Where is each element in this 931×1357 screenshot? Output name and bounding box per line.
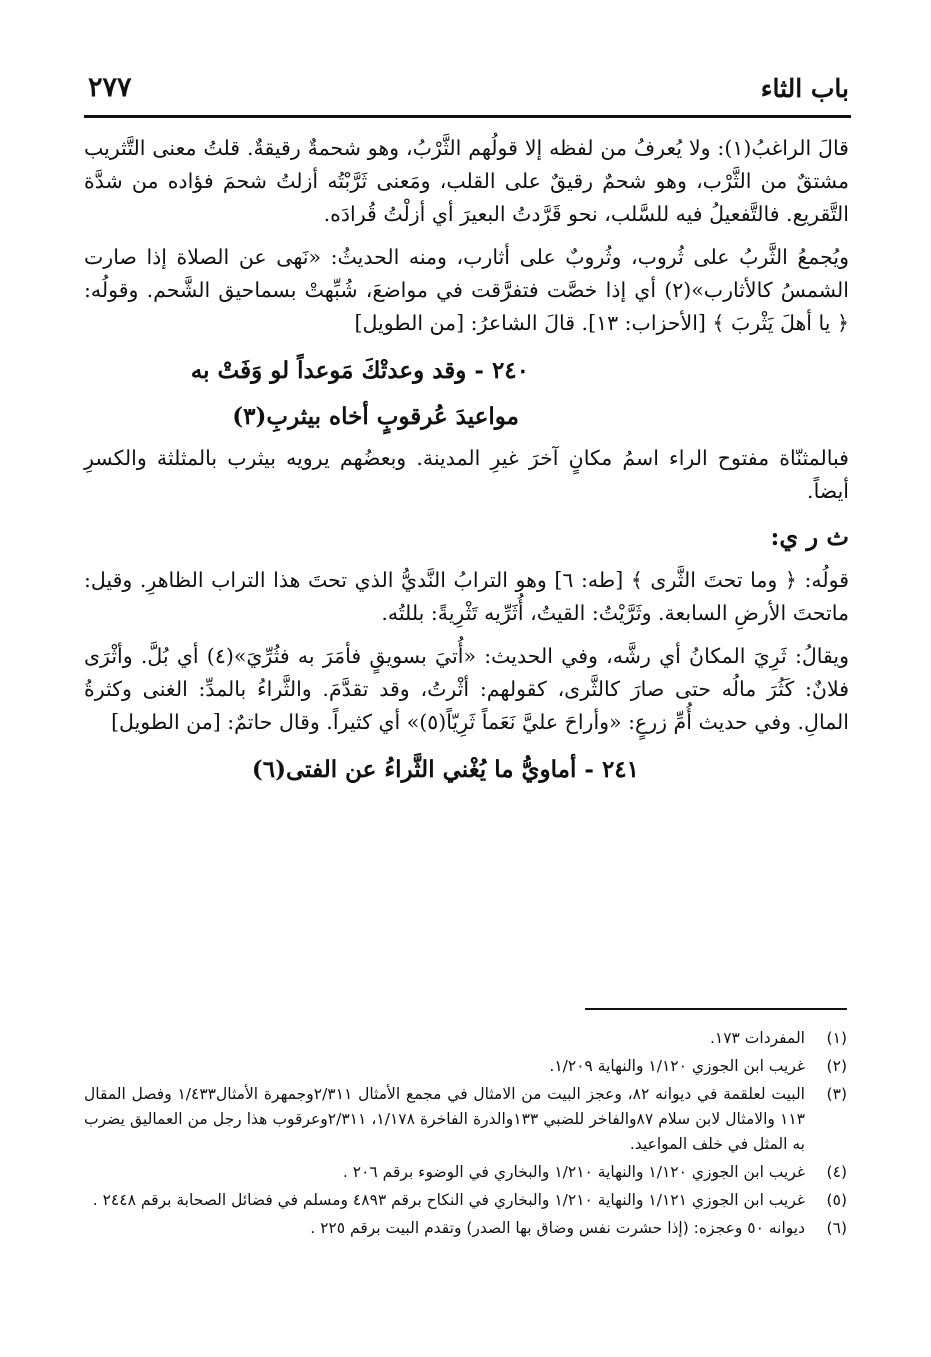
paragraph-1: قالَ الراغبُ(١): ولا يُعرفُ من لفظه إلا قولُهم الثَّرْبُ، وهو شحمةٌ رقيقةٌ. قلتُ معنى التَّثريب مشتقٌ من الثَّرْب، وهو شحمٌ رقيقٌ على القلب، ومَعنى ثَرَّبْتُه أزلتُ شحمَ فؤاده من شدَّة التَّقريع. فالتَّفعيلُ فيه للسَّلب، نحو قَرَّدتُ البعيرَ أي أزلْتُ قُرادَه. — [84, 136, 849, 226]
footnote-text: المفردات ١٧٣. — [709, 1029, 805, 1047]
footnote-text: غريب ابن الجوزي ١/١٢٠ والنهاية ١/٢٠٩. — [549, 1057, 805, 1075]
main-text — [84, 132, 849, 795]
footnote-text: غريب ابن الجوزي ١/١٢١ والنهاية ١/٢١٠ والبخاري في النكاح برقم ٤٨٩٣ ومسلم في فضائل الصحابة برقم ٢٤٤٨ . — [92, 1191, 805, 1209]
paragraph-5: ويقالُ: ثَرِيَ المكانُ أي رشَّه، وفي الحديث: «أُتيَ بسويقٍ فأمَرَ به فثُرِّيَ»(٤) أي بُلَّ. وأثْرَى فلانٌ: كَثُرَ مالُه حتى صارَ كالثَّرى، كقولهم: أثْرتُ، وقد تقدَّمَ. والثَّراءُ بالمدِّ: الغنى وكثرةُ المالِ. وفي حديث أُمِّ زرعٍ: «وأراحَ عليَّ نَعَماً ثَرِيّاً(٥)» أي كثيراً. وقال حاتمٌ: [من الطويل] — [84, 644, 849, 734]
footnote — [84, 1216, 847, 1241]
footnote-number: (٤) — [826, 1163, 847, 1181]
footnote-number: (١) — [826, 1029, 847, 1047]
footnote-text: البيت لعلقمة في ديوانه ٨٢، وعجز البيت من الامثال في مجمع الأمثال ٢/٣١١وجمهرة الأمثال١/٤٣٣ وفصل المقال ١١٣ والامثال لابن سلام ٨٧والفاخر للضبي ١٣٣والدرة الفاخرة ١/١٧٨، ٢/٣١١وعرقوب هذا رجل من العماليق يضرب به المثل في خلف المواعيد. — [84, 1085, 805, 1153]
footnote — [84, 1054, 847, 1079]
footnote-number: (٦) — [826, 1219, 847, 1237]
verse-241: ٢٤١ - أماويُّ ما يُغْني الثَّراءُ عن الفتى(٦) — [251, 756, 639, 783]
footnote — [84, 1026, 847, 1051]
entry-heading: ث ر ي: — [770, 522, 849, 551]
footnote-number: (٢) — [826, 1057, 847, 1075]
footnote-text: ديوانه ٥٠ وعجزه: (إذا حشرت نفس وضاق بها الصدر) وتقدم البيت برقم ٢٢٥ . — [310, 1219, 805, 1237]
footnote — [84, 1188, 847, 1213]
footnote-text: غريب ابن الجوزي ١/١٢٠ والنهاية ١/٢١٠ والبخاري في الوضوء برقم ٢٠٦ . — [342, 1163, 805, 1181]
footnote-number: (٣) — [826, 1085, 847, 1103]
chapter-title: باب الثاء — [760, 74, 849, 103]
footnote-rule — [585, 1008, 847, 1010]
paragraph-2: ويُجمعُ الثَّربُ على ثُروب، وثُروبٌ على أثارب، ومنه الحديثُ: «نَهى عن الصلاة إذا صارت الشمسُ كالأثارب»(٢) أي إذا خصَّت فتفرَّقت في مواضعَ، شُبِّهتْ بسماحيق الشَّحم. وقولُه: ﴿ يا أهلَ يَثْربَ ﴾ [الأحزاب: ١٣]. قالَ الشاعرُ: [من الطويل] — [84, 245, 850, 335]
header-rule — [84, 115, 851, 118]
footnote-number: (٥) — [826, 1191, 847, 1209]
footnote — [84, 1160, 847, 1185]
paragraph-3: فبالمثنّاة مفتوح الراء اسمُ مكانٍ آخرَ غيرِ المدينة. وبعضُهم يرويه بيثرب بالمثلثة والكسرِ أيضاً. — [84, 446, 849, 503]
paragraph-4: قولُه: ﴿ وما تحتَ الثَّرى ﴾ [طه: ٦] وهو الترابُ النَّديُّ الذي تحتَ هذا التراب الظاهرِ. وقيل: ماتحتَ الأرضِ السابعة. وثَرَّيْتُ: القيتُ، أُثَرِّيه تَثْرِيةً: بللتُه. — [84, 568, 849, 625]
footnotes — [84, 1026, 847, 1244]
page-number: ٢٧٧ — [88, 72, 132, 103]
verse-240-second-half: مواعيدَ عُرقوبٍ أخاه بيثربِ(٣) — [232, 403, 519, 430]
footnote — [84, 1082, 847, 1157]
verse-240-first-half: ٢٤٠ - وقد وعدتْكَ مَوعداً لو وَفَتْ به — [190, 357, 529, 384]
page-header — [88, 70, 849, 114]
